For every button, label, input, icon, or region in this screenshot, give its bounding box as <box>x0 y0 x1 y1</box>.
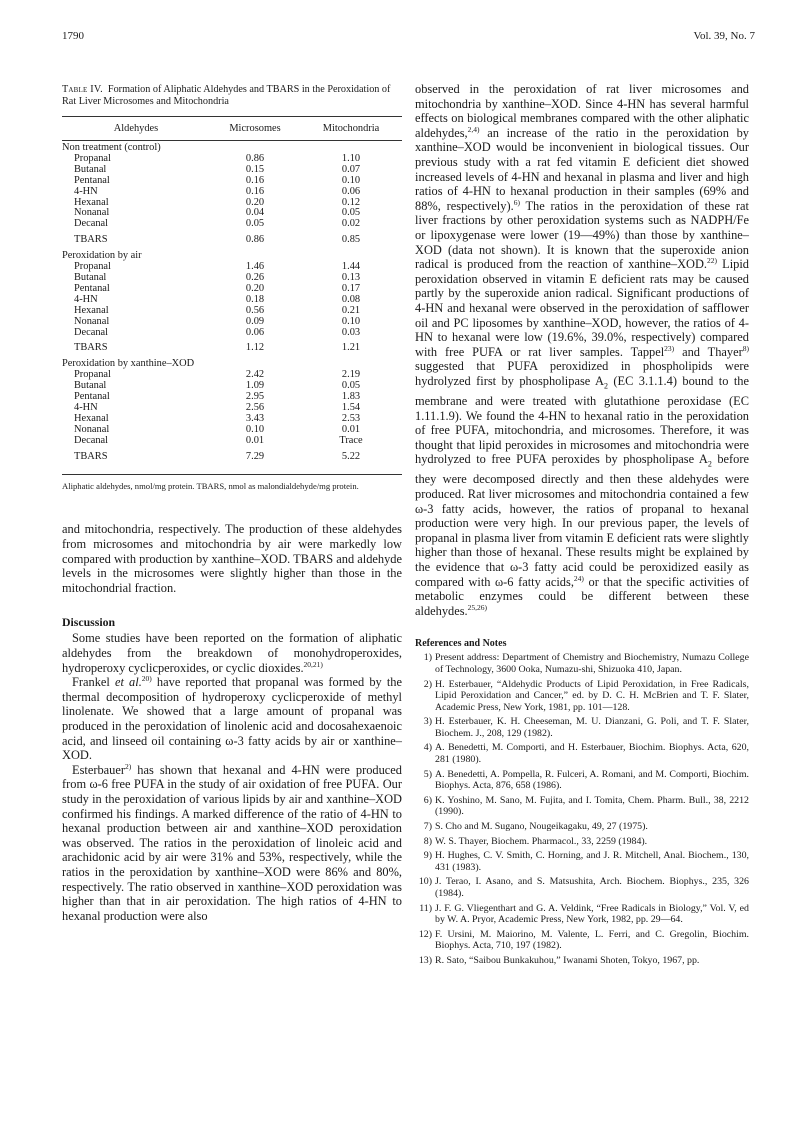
table-title: Formation of Aliphatic Aldehydes and TBARS in the Peroxidation of Rat Liver Microsomes and Mitochondria <box>62 84 391 107</box>
aldehyde-name: Hexanal <box>74 412 109 424</box>
reference-item <box>415 769 749 792</box>
aldehyde-table <box>62 116 402 470</box>
results-paragraph: and mitochondria, respectively. The production of these aldehydes from microsomes and mitochondria by air were markedly low compared with production by xanthine–XOD. TBARS and aldehyde levels in the microsomes were slightly higher than those in the mitochondrial fraction. <box>62 522 402 595</box>
mitochondria-value: 5.22 <box>341 450 361 462</box>
reference-number: 8) <box>423 835 432 847</box>
aldehyde-name: Propanal <box>74 261 111 273</box>
reference-item <box>415 821 749 833</box>
mitochondria-value: 0.02 <box>341 218 361 230</box>
reference-text: H. Esterbauer, “Aldehydic Products of Lipid Peroxidation, in Free Radicals, Lipid Peroxidation and Cancer,” ed. by D. C. H. McBrien and T. F. Slater, Academic Press, New York, 1981, pp. 101—128. <box>435 678 749 713</box>
left-column <box>62 84 402 923</box>
microsomes-value: 0.20 <box>245 282 265 294</box>
tbars-label: TBARS <box>74 234 108 246</box>
reference-text: R. Sato, “Saibou Bunkakuhou,” Iwanami Shoten, Tokyo, 1967, pp. <box>435 954 700 966</box>
microsomes-value: 1.09 <box>245 380 265 392</box>
mitochondria-value: 0.17 <box>341 282 361 294</box>
discussion-paragraph-3: Esterbauer$^{2)}$ has shown that hexanal and 4-HN were produced from ω-6 free PUFA in the study of air oxidation of free PUFA. Our study in the peroxidation of various lipids by air and xanthine–XOD confirmed his findings. A marked difference of the ratio of 4-HN to hexanal production between air and xanthine–XOD peroxidation was observed. The ratios in the peroxidation of linoleic acid and arachidonic acid by air were 31% and 53%, respectively, while the ratios in the peroxidation by xanthine–XOD were 86% and 80%, respectively. The ratio observed in xanthine–XOD peroxidation was higher than that in air peroxidation. The high ratios of 4-HN to hexanal production were also <box>62 761 402 923</box>
mitochondria-value: 0.10 <box>341 315 361 327</box>
reference-number: 11) <box>419 902 432 914</box>
microsomes-value: 0.15 <box>245 163 265 175</box>
reference-number: 13) <box>418 954 432 966</box>
aldehyde-name: 4-HN <box>74 401 98 413</box>
microsomes-value: 0.56 <box>245 304 265 316</box>
mitochondria-value: 0.85 <box>341 234 361 246</box>
table-row <box>62 219 402 230</box>
mitochondria-value: 0.10 <box>341 174 361 186</box>
microsomes-value: 7.29 <box>245 450 265 462</box>
reference-text: J. Terao, I. Asano, and S. Matsushita, Arch. Biochem. Biophys., 235, 326 (1984). <box>435 876 749 899</box>
mitochondria-value: 2.19 <box>341 369 361 381</box>
reference-item <box>415 716 749 739</box>
microsomes-value: 1.12 <box>245 342 265 354</box>
aldehyde-name: Pentanal <box>74 174 110 186</box>
table-body <box>62 141 402 471</box>
aldehyde-name: Butanal <box>74 271 107 283</box>
page-number: 1790 <box>62 30 84 42</box>
tbars-row <box>62 338 402 357</box>
mitochondria-value: 0.03 <box>341 326 361 338</box>
microsomes-value: 0.05 <box>245 218 265 230</box>
references-heading: References and Notes <box>415 638 507 650</box>
aldehyde-name: Butanal <box>74 380 107 392</box>
microsomes-value: 3.43 <box>245 412 265 424</box>
reference-number: 10) <box>418 876 432 888</box>
microsomes-value: 2.95 <box>245 391 265 403</box>
mitochondria-value: 1.54 <box>341 401 361 413</box>
aldehyde-name: Nonanal <box>74 207 110 219</box>
microsomes-value: 0.10 <box>245 423 265 435</box>
mitochondria-value: 0.07 <box>341 163 361 175</box>
mitochondria-value: 0.13 <box>341 271 361 283</box>
right-column <box>415 82 749 970</box>
aldehyde-name: Propanal <box>74 369 111 381</box>
microsomes-value: 0.06 <box>245 326 265 338</box>
reference-text: S. Cho and M. Sugano, Nougeikagaku, 49, 27 (1975). <box>435 821 648 833</box>
aldehyde-name: Decanal <box>74 218 109 230</box>
table-row <box>62 176 402 187</box>
journal-volume: Vol. 39, No. 7 <box>693 30 755 42</box>
reference-text: Present address: Department of Chemistry and Biochemistry, Numazu College of Technology, 3600 Ooka, Numazu-shi, Shizuoka 410, Japan. <box>435 652 749 675</box>
mitochondria-value: 0.21 <box>341 304 361 316</box>
aldehyde-name: Hexanal <box>74 196 109 208</box>
aldehyde-name: Pentanal <box>74 282 110 294</box>
reference-item <box>415 795 749 818</box>
mitochondria-value: Trace <box>339 434 363 446</box>
table-row <box>62 317 402 328</box>
reference-item <box>415 955 749 967</box>
microsomes-value: 0.16 <box>245 185 265 197</box>
reference-number: 12) <box>418 928 432 940</box>
reference-number: 7) <box>423 821 432 833</box>
table-row <box>62 328 402 339</box>
aldehyde-name: Decanal <box>74 326 109 338</box>
table-row <box>62 187 402 198</box>
mitochondria-value: 0.06 <box>341 185 361 197</box>
mitochondria-value: 0.05 <box>341 380 361 392</box>
aldehyde-name: Nonanal <box>74 315 110 327</box>
reference-number: 3) <box>423 716 432 728</box>
mitochondria-value: 1.10 <box>341 152 361 164</box>
reference-text: W. S. Thayer, Biochem. Pharmacol., 33, 2259 (1984). <box>435 835 648 847</box>
table-caption <box>62 84 402 108</box>
mitochondria-value: 2.53 <box>341 412 361 424</box>
discussion-heading: Discussion <box>62 615 116 630</box>
tbars-row <box>62 447 402 471</box>
mitochondria-value: 0.12 <box>341 196 361 208</box>
reference-number: 6) <box>423 794 432 806</box>
table-group-label: Peroxidation by air <box>62 250 142 262</box>
reference-item <box>415 679 749 714</box>
microsomes-value: 1.46 <box>245 261 265 273</box>
aldehyde-name: Butanal <box>74 163 107 175</box>
discussion-paragraph-1: Some studies have been reported on the formation of aliphatic aldehydes from the breakdown of monohydroperoxides, hydroperoxy cyclicperoxides, or cyclic dioxides.$^{20,21)}$ <box>62 631 402 675</box>
microsomes-value: 0.26 <box>245 271 265 283</box>
tbars-row <box>62 230 402 249</box>
mitochondria-value: 0.01 <box>341 423 361 435</box>
reference-item <box>415 876 749 899</box>
aldehyde-name: 4-HN <box>74 293 98 305</box>
reference-number: 9) <box>423 850 432 862</box>
table-group-label: Non treatment (control) <box>62 142 161 153</box>
reference-number: 2) <box>423 678 432 690</box>
reference-text: H. Esterbauer, K. H. Cheeseman, M. U. Dianzani, G. Poli, and T. F. Slater, Biochem. J., 208, 129 (1982). <box>435 716 749 739</box>
microsomes-value: 0.18 <box>245 293 265 305</box>
reference-text: A. Benedetti, A. Pompella, R. Fulceri, A. Romani, and M. Comporti, Biochim. Biophys. Acta, 876, 658 (1986). <box>435 768 749 792</box>
discussion-paragraph-2: Frankel et al.$^{20)}$ have reported that propanal was formed by the thermal decomposition of hydroperoxy cyclicperoxide of methyl linolenate. We showed that a large amount of propanal was produced in the peroxidation of linolenic acid and docosahexaenoic acid, and linseed oil containing ω-3 fatty acids by air or xanthine–XOD. <box>62 674 402 763</box>
microsomes-value: 0.16 <box>245 174 265 186</box>
aldehyde-name: Propanal <box>74 152 111 164</box>
table-label: Table IV. <box>62 84 103 95</box>
microsomes-value: 2.56 <box>245 401 265 413</box>
table-group-label: Peroxidation by xanthine–XOD <box>62 358 195 370</box>
table-row <box>62 436 402 447</box>
aldehyde-name: Nonanal <box>74 423 110 435</box>
reference-item <box>415 903 749 926</box>
reference-text: J. F. G. Vliegenthart and G. A. Veldink, “Free Radicals in Biology,” Vol. V, ed by W. A. Pryor, Academic Press, New York, 1982, pp. 29—64. <box>435 902 749 926</box>
reference-number: 5) <box>423 768 432 780</box>
column-header-microsomes: Microsomes <box>210 117 300 141</box>
reference-item <box>415 836 749 848</box>
aldehyde-name: Hexanal <box>74 304 109 316</box>
table-row <box>62 306 402 317</box>
reference-list <box>415 652 749 966</box>
tbars-label: TBARS <box>74 342 108 354</box>
mitochondria-value: 0.08 <box>341 293 361 305</box>
microsomes-value: 0.86 <box>245 234 265 246</box>
reference-text: K. Yoshino, M. Sano, M. Fujita, and I. Tomita, Chem. Pharm. Bull., 38, 2212 (1990). <box>435 794 749 818</box>
discussion-paragraph-continued: observed in the peroxidation of rat liver microsomes and mitochondria by xanthine–XOD. Since 4-HN has several harmful effects on biological membranes compared with the other aliphatic aldehydes,$^{2,4)}$ an increase of the ratio in the peroxidation by xanthine–XOD would be inconvenient in biological tissues. Our previous study with a rat fed vitamin E deficient diet showed increased levels of 4-HN and hexanal in plasma and liver and high ratios of 4-HN to hexanal production in their samples (69% and 88%, respectively).$^{6)}$ The ratios in the peroxidation of these rat liver fractions by other peroxidation systems such as NADPH/Fe or lipoxygenase were lower (19—49%) than those by xanthine–XOD (data not shown). It is known that the superoxide anion radical is produced from the reaction of xanthine–XOD.$^{22)}$ Lipid peroxidation observed in vitamin E deficient rats may be caused partly by the superoxide anion radical. Significant productions of 4-HN and hexanal were observed in the peroxidation of safflower oil and PC liposomes by xanthine–XOD, however, the ratios of 4-HN to hexanal were low (19.6%, 39.0%, respectively) compared with free PUFA or rat liver samples. Tappel$^{23)}$ and Thayer$^{8)}$ suggested that PUFA peroxidized in phospholipids were hydrolyzed first by phospholipase $A_2$ (EC 3.1.1.4) bound to the membrane and were treated with glutathione peroxidase (EC 1.11.1.9). We found the 4-HN to hexanal ratio in the peroxidation of free PUFA, mitochondria, and microsomes. Therefore, it was thought that lipid peroxides in microsomes and mitochondria were hydrolyzed to free PUFA peroxides by phospholipase $A_2$ before they were decomposed directly and then these aldehydes were produced. Rat liver microsomes and mitochondria contained a few ω-3 fatty acids, however, the ratios of propanal to hexanal production were very high. In our previous paper, the levels of propanal in plasma liver from vitamin E deficient rats were slightly higher than those of hexanal. These results might be explained by the evidence that ω-3 fatty acid could be peroxidized easily as compared with ω-6 fatty acids,$^{24)}$ or that the specific activities of metabolic enzymes could be different between these aldehydes.$^{25,26)}$ <box>415 82 749 618</box>
reference-item <box>415 850 749 873</box>
reference-item <box>415 652 749 675</box>
microsomes-value: 2.42 <box>245 369 265 381</box>
microsomes-value: 0.86 <box>245 152 265 164</box>
mitochondria-value: 1.83 <box>341 391 361 403</box>
microsomes-value: 0.01 <box>245 434 265 446</box>
mitochondria-value: 1.44 <box>341 261 361 273</box>
mitochondria-value: 1.21 <box>341 342 361 354</box>
reference-item <box>415 929 749 952</box>
reference-text: H. Hughes, C. V. Smith, C. Horning, and J. R. Mitchell, Anal. Biochem., 130, 431 (1983). <box>435 850 749 873</box>
reference-text: A. Benedetti, M. Comporti, and H. Esterbauer, Biochim. Biophys. Acta, 620, 281 (1980). <box>435 742 749 766</box>
column-header-aldehydes: Aldehydes <box>62 117 210 141</box>
aldehyde-name: 4-HN <box>74 185 98 197</box>
reference-number: 1) <box>423 652 432 664</box>
mitochondria-value: 0.05 <box>341 207 361 219</box>
aldehyde-name: Decanal <box>74 434 109 446</box>
left-body <box>62 522 402 923</box>
reference-number: 4) <box>423 742 432 754</box>
table-group-row <box>62 141 402 154</box>
tbars-label: TBARS <box>74 450 108 462</box>
table-footnote: Aliphatic aldehydes, nmol/mg protein. TBARS, nmol as malondialdehyde/mg protein. <box>62 474 402 491</box>
aldehyde-name: Pentanal <box>74 391 110 403</box>
column-header-mitochondria: Mitochondria <box>300 117 402 141</box>
reference-text: F. Ursini, M. Maiorino, M. Valente, L. Ferri, and C. Gregolin, Biochim. Biophys. Acta, 710, 197 (1982). <box>435 928 749 952</box>
microsomes-value: 0.20 <box>245 196 265 208</box>
reference-item <box>415 742 749 765</box>
microsomes-value: 0.09 <box>245 315 265 327</box>
microsomes-value: 0.04 <box>245 207 265 219</box>
